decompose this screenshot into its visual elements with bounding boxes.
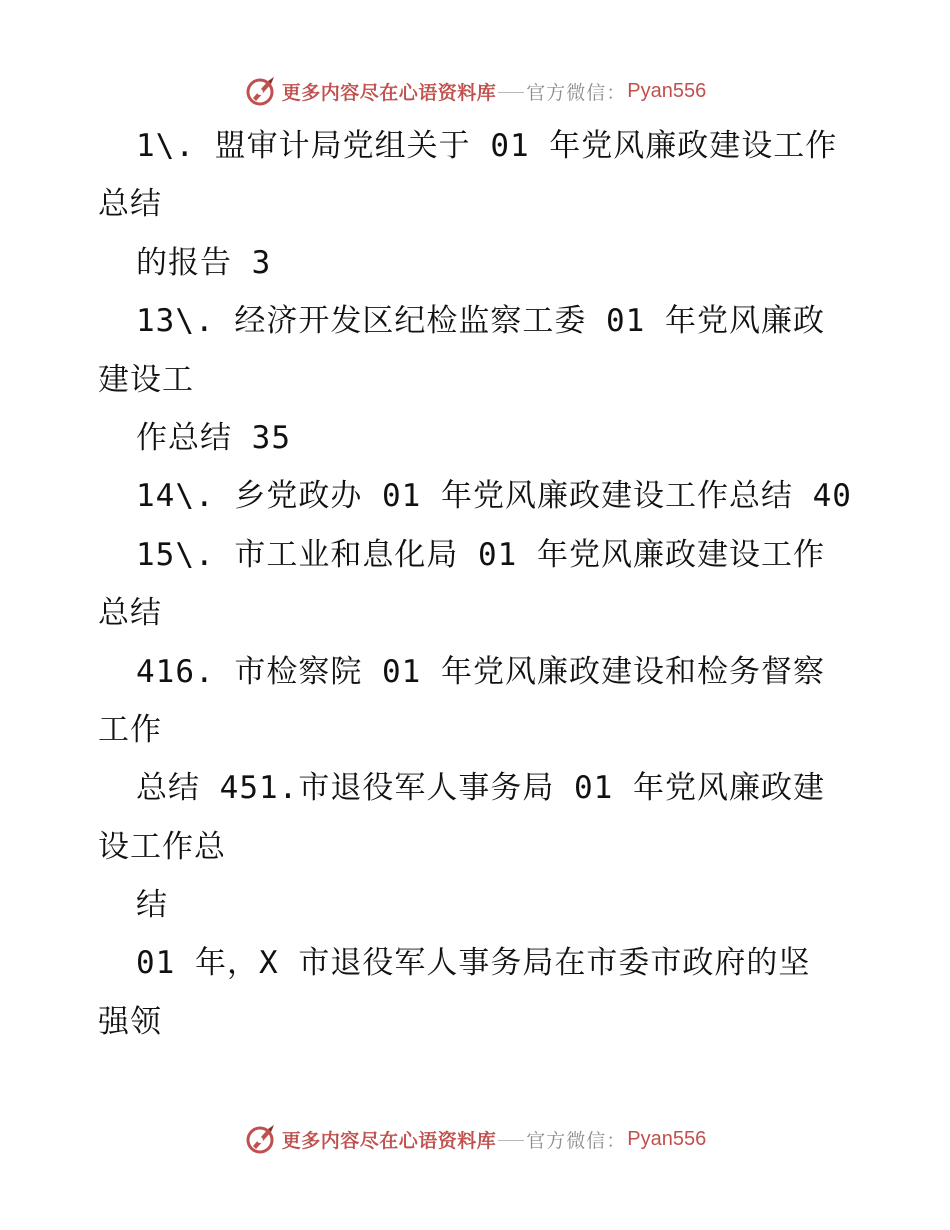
text-line: 结 <box>136 887 168 924</box>
banner-secondary-text: 官方微信 <box>526 81 607 104</box>
banner-dash <box>498 1140 524 1141</box>
quill-pen-circle-icon <box>244 1122 278 1156</box>
banner-main-text: 更多内容尽在心语资料库 <box>281 1129 497 1152</box>
text-line: 总结 <box>98 595 162 632</box>
text-line: 设工作总 <box>98 828 226 865</box>
text-line: 总结 451.市退役军人事务局 01 年党风廉政建 <box>136 770 825 807</box>
banner-account-id: Pyan556 <box>627 79 707 102</box>
text-line: 总结 <box>98 186 162 223</box>
text-line: 15\. 市工业和息化局 01 年党风廉政建设工作 <box>136 536 825 573</box>
text-line: 强领 <box>98 1003 162 1040</box>
text-line: 01 年，X 市退役军人事务局在市委市政府的坚 <box>136 945 811 982</box>
text-line: 的报告 3 <box>136 244 272 281</box>
header-banner <box>0 71 950 111</box>
text-line: 14\. 乡党政办 01 年党风廉政建设工作总结 40 <box>136 478 852 515</box>
banner-secondary-text: 官方微信 <box>526 1129 607 1152</box>
banner-account-id: Pyan556 <box>627 1127 707 1150</box>
banner-dash <box>498 92 524 93</box>
text-line: 作总结 35 <box>136 419 291 456</box>
banner-colon: ： <box>606 81 626 104</box>
banner-main-text: 更多内容尽在心语资料库 <box>281 81 497 104</box>
text-line: 13\. 经济开发区纪检监察工委 01 年党风廉政 <box>136 303 825 340</box>
document-body <box>98 117 868 1051</box>
quill-pen-circle-icon <box>244 74 278 108</box>
text-line: 416. 市检察院 01 年党风廉政建设和检务督察 <box>136 653 825 690</box>
banner-colon: ： <box>606 1129 626 1152</box>
text-line: 建设工 <box>98 361 194 398</box>
footer-banner <box>0 1119 950 1159</box>
text-line: 工作 <box>98 711 162 748</box>
text-line: 1\. 盟审计局党组关于 01 年党风廉政建设工作 <box>136 128 838 164</box>
